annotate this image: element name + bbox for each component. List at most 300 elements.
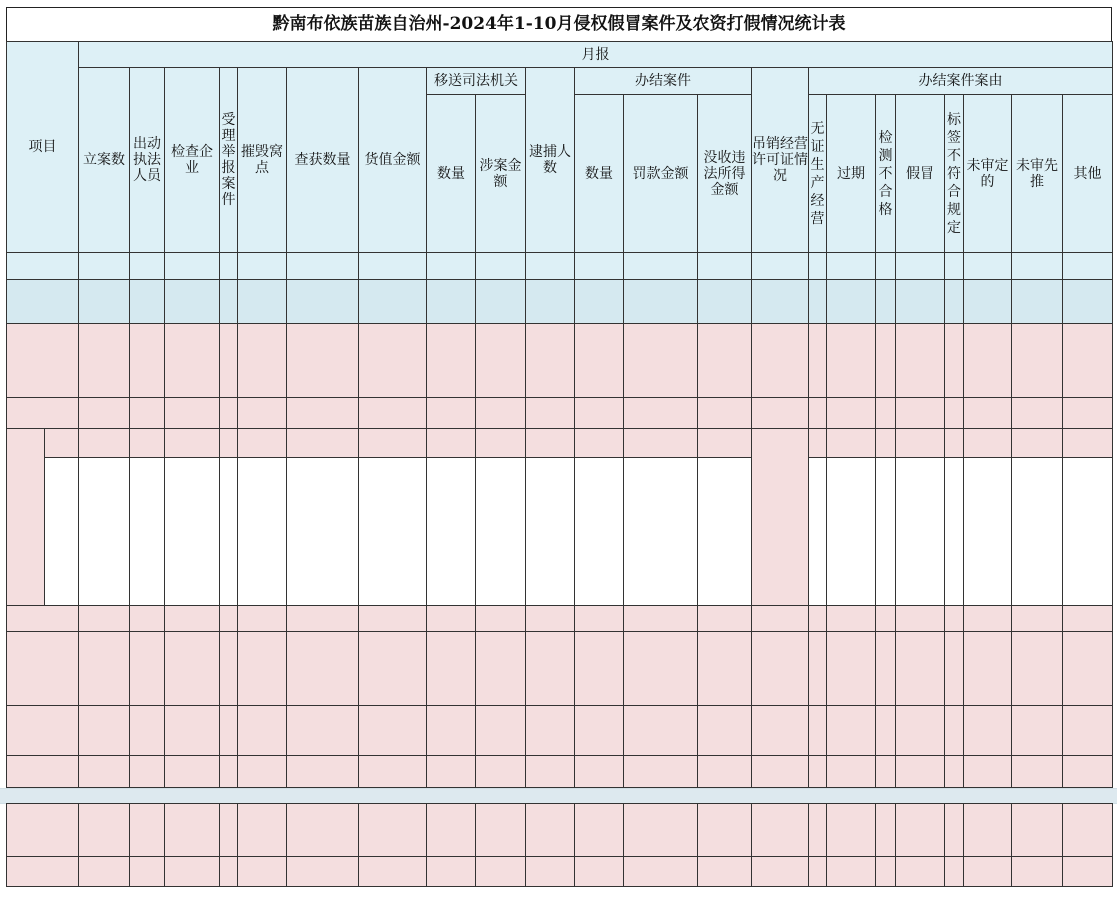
row-label-vetdrug: [6, 631, 79, 706]
row-feed-cell: [875, 605, 896, 632]
col-header-r_notfirst: 未审先推: [1011, 94, 1063, 253]
row-pvr_top-cell: [358, 755, 427, 788]
row-fertilizer-cell: [78, 397, 130, 429]
row-vetdrug-cell: [426, 631, 476, 706]
row-pvr-bottom-empty-cell: [697, 803, 752, 857]
col-header-fine: 罚款金额: [623, 94, 698, 253]
row-pvr-bottom-empty-cell: [286, 803, 359, 857]
row-pesticide-sub-cell: [875, 428, 896, 458]
row-pesticide-herb-cell: [623, 457, 698, 606]
row-fertilizer-cell: [1062, 397, 1113, 429]
row-fertilizer-cell: [808, 397, 827, 429]
row-geo-cell: [875, 705, 896, 756]
row-total-cell: [426, 279, 476, 324]
unit-cell: [895, 252, 945, 280]
row-geo-cell: [475, 705, 526, 756]
row-label-other: [6, 856, 79, 887]
row-vetdrug-cell: [237, 631, 287, 706]
row-other-cell: [623, 856, 698, 887]
col-header-revoked: 吊销经营许可证情况: [751, 67, 809, 253]
row-other-cell: [129, 856, 165, 887]
row-vetdrug-cell: [623, 631, 698, 706]
row-total-cell: [1062, 279, 1113, 324]
row-seeds-cell: [219, 323, 238, 398]
row-seeds-cell: [1011, 323, 1063, 398]
row-vetdrug-cell: [475, 631, 526, 706]
row-vetdrug-cell: [875, 631, 896, 706]
row-total-cell: [237, 279, 287, 324]
row-pvr-bottom-empty-cell: [963, 803, 1012, 857]
row-pesticide-herb-cell: [944, 457, 964, 606]
row-pvr_top-cell: [574, 755, 624, 788]
row-pesticide-herb-cell: [129, 457, 165, 606]
row-pesticide-sub-cell: [358, 428, 427, 458]
unit-cell: [1011, 252, 1063, 280]
row-pesticide-sub-cell: [1011, 428, 1063, 458]
col-header-r_fake: 假冒: [895, 94, 945, 253]
row-pvr_top-cell: [286, 755, 359, 788]
row-seeds-cell: [875, 323, 896, 398]
row-vetdrug-cell: [697, 631, 752, 706]
row-pesticide-sub-cell: [164, 428, 220, 458]
row-other-cell: [219, 856, 238, 887]
row-other-cell: [286, 856, 359, 887]
row-pesticide-herb-cell: [1062, 457, 1113, 606]
row-pvr_top-cell: [78, 755, 130, 788]
row-seeds-cell: [78, 323, 130, 398]
row-pesticide-sub-cell: [525, 428, 575, 458]
col-header-closed_count: 数量: [574, 94, 624, 253]
unit-cell: [1062, 252, 1113, 280]
row-pesticide-herb-cell: [78, 457, 130, 606]
row-total-cell: [574, 279, 624, 324]
row-pvr_top-cell: [426, 755, 476, 788]
row-feed-cell: [1062, 605, 1113, 632]
row-seeds-cell: [426, 323, 476, 398]
row-vetdrug-cell: [574, 631, 624, 706]
row-geo-cell: [826, 705, 876, 756]
row-feed-cell: [426, 605, 476, 632]
row-fertilizer-cell: [219, 397, 238, 429]
row-feed-cell: [944, 605, 964, 632]
row-pesticide-sub-cell: [286, 428, 359, 458]
row-total-cell: [475, 279, 526, 324]
row-seeds-cell: [475, 323, 526, 398]
row-geo-cell: [129, 705, 165, 756]
col-header-r_unreviewed: 未审定的: [963, 94, 1012, 253]
row-geo-cell: [358, 705, 427, 756]
col-header-cases_filed: 立案数: [78, 67, 130, 253]
row-pesticide-herb-cell: [875, 457, 896, 606]
row-feed-cell: [164, 605, 220, 632]
row-geo-cell: [963, 705, 1012, 756]
row-feed-cell: [219, 605, 238, 632]
row-pvr_top-cell: [219, 755, 238, 788]
row-vetdrug-cell: [358, 631, 427, 706]
row-seeds-cell: [286, 323, 359, 398]
unit-cell: [164, 252, 220, 280]
row-pvr_top-cell: [826, 755, 876, 788]
row-pvr-bottom-empty-cell: [808, 803, 827, 857]
row-feed-cell: [751, 605, 809, 632]
row-geo-cell: [237, 705, 287, 756]
row-pesticide-sub-cell: [219, 428, 238, 458]
row-pesticide-herb-cell: [164, 457, 220, 606]
row-pvr_top-cell: [751, 755, 809, 788]
row-pesticide-herb-cell: [697, 457, 752, 606]
col-header-r_unlicensed: 无证生产经营: [808, 94, 827, 253]
row-geo-cell: [808, 705, 827, 756]
row-pvr-bottom-empty-cell: [751, 803, 809, 857]
row-pesticide-sub-cell: [895, 428, 945, 458]
monthly-header: 月报: [78, 41, 1113, 68]
row-vetdrug-cell: [751, 631, 809, 706]
row-fertilizer-cell: [623, 397, 698, 429]
row-seeds-cell: [525, 323, 575, 398]
row-total-cell: [875, 279, 896, 324]
row-vetdrug-cell: [895, 631, 945, 706]
col-header-transfer_count: 数量: [426, 94, 476, 253]
row-seeds-cell: [963, 323, 1012, 398]
row-total-cell: [895, 279, 945, 324]
row-pvr-bottom-empty-cell: [525, 803, 575, 857]
row-feed-cell: [475, 605, 526, 632]
row-other-cell: [944, 856, 964, 887]
row-pvr-bottom-empty-cell: [623, 803, 698, 857]
stats-table: [6, 41, 1112, 889]
row-label-geo: [6, 705, 79, 756]
row-feed-cell: [697, 605, 752, 632]
row-other-cell: [574, 856, 624, 887]
row-pesticide-sub-cell: [237, 428, 287, 458]
unit-cell: [963, 252, 1012, 280]
col-header-seized_qty: 查获数量: [286, 67, 359, 253]
unit-cell: [944, 252, 964, 280]
row-pesticide-herb-cell: [963, 457, 1012, 606]
unit-cell: [808, 252, 827, 280]
unit-cell: [358, 252, 427, 280]
unit-cell: [475, 252, 526, 280]
row-pvr_top-cell: [164, 755, 220, 788]
row-other-cell: [1011, 856, 1063, 887]
row-other-cell: [525, 856, 575, 887]
row-geo-cell: [164, 705, 220, 756]
row-pesticide-herb-cell: [826, 457, 876, 606]
pesticide-revoked-merged: [751, 428, 809, 606]
row-pvr_top-cell: [697, 755, 752, 788]
row-geo-cell: [623, 705, 698, 756]
col-header-officers: 出动执法人员: [129, 67, 165, 253]
row-other-cell: [808, 856, 827, 887]
row-feed-cell: [808, 605, 827, 632]
row-pvr-bottom-empty-cell: [895, 803, 945, 857]
row-pvr-bottom-empty-cell: [237, 803, 287, 857]
row-total-cell: [164, 279, 220, 324]
row-pesticide-herb-cell: [475, 457, 526, 606]
row-feed-cell: [963, 605, 1012, 632]
row-other-cell: [826, 856, 876, 887]
transfer-group-header: 移送司法机关: [426, 67, 526, 95]
row-geo-cell: [574, 705, 624, 756]
col-header-firms_checked: 检查企业: [164, 67, 220, 253]
row-pvr_top-cell: [944, 755, 964, 788]
row-pvr_top-cell: [1011, 755, 1063, 788]
row-vetdrug-cell: [525, 631, 575, 706]
row-pesticide-herb-cell: [525, 457, 575, 606]
row-seeds-cell: [808, 323, 827, 398]
row-pesticide-sub-cell: [623, 428, 698, 458]
row-vetdrug-cell: [826, 631, 876, 706]
col-header-reports: 受理举报案件: [219, 67, 238, 253]
row-seeds-cell: [164, 323, 220, 398]
unit-cell: [237, 252, 287, 280]
row-seeds-cell: [826, 323, 876, 398]
row-feed-cell: [237, 605, 287, 632]
row-feed-cell: [286, 605, 359, 632]
row-pesticide-herb-cell: [219, 457, 238, 606]
row-total-cell: [1011, 279, 1063, 324]
row-pesticide-herb-cell: [574, 457, 624, 606]
col-header-dens: 摧毁窝点: [237, 67, 287, 253]
row-pvr_top-cell: [963, 755, 1012, 788]
unit-cell: [426, 252, 476, 280]
closed-group-header: 办结案件: [574, 67, 752, 95]
row-fertilizer-cell: [826, 397, 876, 429]
row-pvr-bottom-empty-cell: [129, 803, 165, 857]
row-seeds-cell: [944, 323, 964, 398]
units-label: [6, 252, 79, 280]
page-title: 黔南布依族苗族自治州-2024年1-10月侵权假冒案件及农资打假情况统计表: [6, 7, 1112, 42]
row-pvr-bottom-empty-cell: [1062, 803, 1113, 857]
row-label-fertilizer: [6, 397, 79, 429]
col-header-arrests: 逮捕人数: [525, 67, 575, 253]
row-other-cell: [1062, 856, 1113, 887]
row-pesticide-sub-cell: [697, 428, 752, 458]
unit-cell: [751, 252, 809, 280]
row-total-cell: [358, 279, 427, 324]
row-label-total: [6, 279, 79, 324]
row-geo-cell: [525, 705, 575, 756]
pesticide-group-label: [6, 428, 45, 606]
row-pesticide-herb-cell: [237, 457, 287, 606]
row-fertilizer-cell: [129, 397, 165, 429]
unit-cell: [219, 252, 238, 280]
row-pesticide-sub-cell: [944, 428, 964, 458]
row-geo-cell: [895, 705, 945, 756]
row-fertilizer-cell: [895, 397, 945, 429]
row-fertilizer-cell: [944, 397, 964, 429]
row-other-cell: [426, 856, 476, 887]
row-pesticide-sub-cell: [826, 428, 876, 458]
row-vetdrug-cell: [286, 631, 359, 706]
row-fertilizer-cell: [525, 397, 575, 429]
row-vetdrug-cell: [78, 631, 130, 706]
unit-cell: [826, 252, 876, 280]
row-pesticide-sub-cell: [1062, 428, 1113, 458]
row-fertilizer-cell: [164, 397, 220, 429]
row-other-cell: [895, 856, 945, 887]
row-label-pvr_top: [6, 755, 79, 788]
row-seeds-cell: [697, 323, 752, 398]
row-pesticide-herb-cell: [286, 457, 359, 606]
row-pvr_top-cell: [1062, 755, 1113, 788]
row-fertilizer-cell: [697, 397, 752, 429]
row-pvr-bottom-empty-cell: [219, 803, 238, 857]
row-pesticide-herb-cell: [895, 457, 945, 606]
row-geo-cell: [944, 705, 964, 756]
row-seeds-cell: [237, 323, 287, 398]
row-other-cell: [875, 856, 896, 887]
row-other-cell: [164, 856, 220, 887]
row-fertilizer-cell: [358, 397, 427, 429]
row-pvr-bottom-empty-cell: [944, 803, 964, 857]
row-pvr_top-cell: [129, 755, 165, 788]
row-fertilizer-cell: [475, 397, 526, 429]
unit-cell: [574, 252, 624, 280]
row-total-cell: [944, 279, 964, 324]
row-vetdrug-cell: [944, 631, 964, 706]
row-feed-cell: [826, 605, 876, 632]
unit-cell: [875, 252, 896, 280]
row-pesticide-herb-cell: [1011, 457, 1063, 606]
row-total-cell: [78, 279, 130, 324]
row-other-cell: [78, 856, 130, 887]
row-seeds-cell: [751, 323, 809, 398]
row-pvr_top-cell: [875, 755, 896, 788]
row-label-pesticide-sub: [44, 428, 79, 458]
row-fertilizer-cell: [426, 397, 476, 429]
row-geo-cell: [219, 705, 238, 756]
row-feed-cell: [895, 605, 945, 632]
row-total-cell: [808, 279, 827, 324]
row-total-cell: [697, 279, 752, 324]
row-feed-cell: [78, 605, 130, 632]
row-total-cell: [286, 279, 359, 324]
row-pesticide-sub-cell: [574, 428, 624, 458]
row-pvr_top-cell: [623, 755, 698, 788]
row-label-pvr-bottom: [6, 803, 79, 857]
row-feed-cell: [623, 605, 698, 632]
row-vetdrug-cell: [129, 631, 165, 706]
row-other-cell: [237, 856, 287, 887]
row-geo-cell: [426, 705, 476, 756]
row-total-cell: [525, 279, 575, 324]
row-seeds-cell: [1062, 323, 1113, 398]
reason-group-header: 办结案件案由: [808, 67, 1113, 95]
row-other-cell: [358, 856, 427, 887]
row-pesticide-herb-cell: [808, 457, 827, 606]
row-seeds-cell: [358, 323, 427, 398]
row-geo-cell: [751, 705, 809, 756]
row-vetdrug-cell: [164, 631, 220, 706]
row-total-cell: [219, 279, 238, 324]
row-pvr-bottom-empty-cell: [164, 803, 220, 857]
row-other-cell: [751, 856, 809, 887]
row-pvr-bottom-empty-cell: [426, 803, 476, 857]
row-pesticide-herb-cell: [358, 457, 427, 606]
row-feed-cell: [574, 605, 624, 632]
col-header-confiscated: 没收违法所得金额: [697, 94, 752, 253]
unit-cell: [78, 252, 130, 280]
row-pvr-bottom-empty-cell: [826, 803, 876, 857]
row-pvr_top-cell: [525, 755, 575, 788]
row-fertilizer-cell: [286, 397, 359, 429]
row-vetdrug-cell: [219, 631, 238, 706]
row-pvr_top-cell: [895, 755, 945, 788]
col-header-goods_value: 货值金额: [358, 67, 427, 253]
unit-cell: [286, 252, 359, 280]
row-geo-cell: [1062, 705, 1113, 756]
unit-cell: [623, 252, 698, 280]
row-feed-cell: [129, 605, 165, 632]
row-pvr_top-cell: [475, 755, 526, 788]
row-fertilizer-cell: [963, 397, 1012, 429]
row-pesticide-sub-cell: [78, 428, 130, 458]
row-total-cell: [751, 279, 809, 324]
unit-cell: [525, 252, 575, 280]
unit-cell: [697, 252, 752, 280]
row-feed-cell: [1011, 605, 1063, 632]
row-geo-cell: [286, 705, 359, 756]
row-pesticide-sub-cell: [475, 428, 526, 458]
col-header-transfer_amount: 涉案金额: [475, 94, 526, 253]
row-vetdrug-cell: [808, 631, 827, 706]
row-pesticide-sub-cell: [129, 428, 165, 458]
row-pesticide-sub-cell: [808, 428, 827, 458]
row-fertilizer-cell: [237, 397, 287, 429]
item-header: 项目: [6, 41, 79, 253]
row-pvr_top-cell: [237, 755, 287, 788]
row-total-cell: [826, 279, 876, 324]
row-geo-cell: [697, 705, 752, 756]
row-pvr-bottom-empty-cell: [358, 803, 427, 857]
row-pesticide-sub-cell: [426, 428, 476, 458]
row-pesticide-herb-cell: [426, 457, 476, 606]
row-seeds-cell: [895, 323, 945, 398]
row-fertilizer-cell: [875, 397, 896, 429]
row-pvr-bottom-empty-cell: [475, 803, 526, 857]
row-pesticide-sub-cell: [963, 428, 1012, 458]
row-feed-cell: [358, 605, 427, 632]
row-pvr-bottom-empty-cell: [875, 803, 896, 857]
row-other-cell: [475, 856, 526, 887]
col-header-r_failed: 检测不合格: [875, 94, 896, 253]
row-other-cell: [697, 856, 752, 887]
row-other-cell: [963, 856, 1012, 887]
row-seeds-cell: [129, 323, 165, 398]
col-header-r_label: 标签不符合规定: [944, 94, 964, 253]
row-label-pesticide-herb: [44, 457, 79, 606]
row-geo-cell: [78, 705, 130, 756]
row-pvr-bottom-empty-cell: [78, 803, 130, 857]
row-total-cell: [963, 279, 1012, 324]
row-vetdrug-cell: [1062, 631, 1113, 706]
row-seeds-cell: [623, 323, 698, 398]
row-label-seeds: [6, 323, 79, 398]
row-label-feed: [6, 605, 79, 632]
row-pvr-bottom-empty-cell: [574, 803, 624, 857]
row-vetdrug-cell: [1011, 631, 1063, 706]
row-seeds-cell: [574, 323, 624, 398]
row-fertilizer-cell: [1011, 397, 1063, 429]
row-fertilizer-cell: [574, 397, 624, 429]
row-fertilizer-cell: [751, 397, 809, 429]
row-vetdrug-cell: [963, 631, 1012, 706]
row-total-cell: [129, 279, 165, 324]
row-feed-cell: [525, 605, 575, 632]
col-header-r_expired: 过期: [826, 94, 876, 253]
col-header-r_other: 其他: [1062, 94, 1113, 253]
